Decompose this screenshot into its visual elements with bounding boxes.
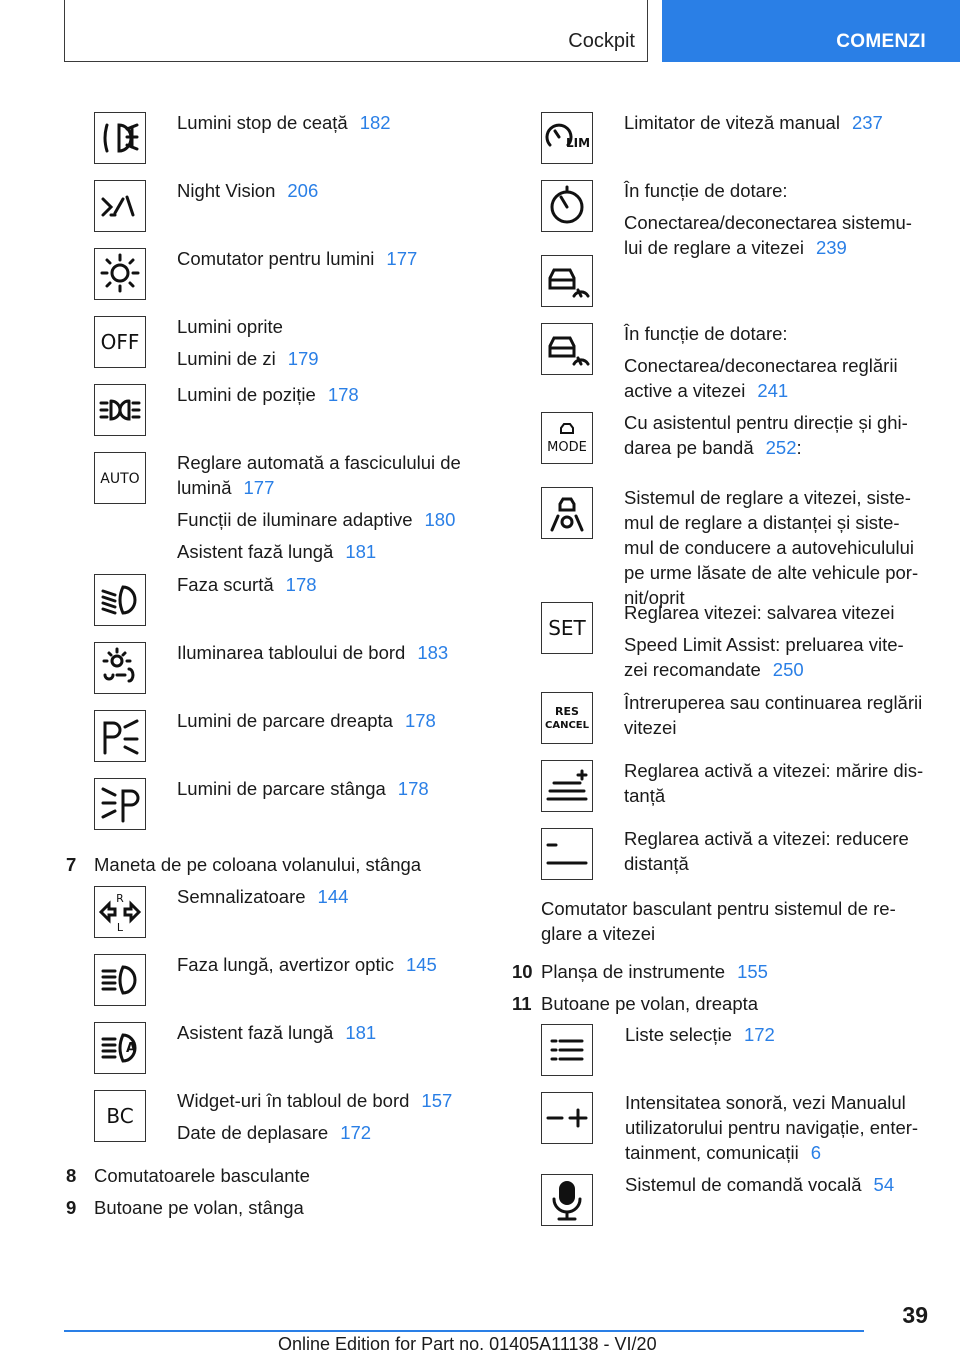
entry-text	[624, 826, 909, 851]
entry-label: Lumini oprite	[177, 316, 283, 337]
svg-text:OFF: OFF	[100, 330, 140, 355]
distance-minus-icon	[541, 828, 593, 880]
entry-text	[624, 510, 900, 535]
svg-text:A: A	[125, 1041, 137, 1056]
distance-plus-icon	[541, 760, 593, 812]
entry-text	[177, 539, 376, 564]
item-label-text: Maneta de pe coloana volanului, stânga	[94, 854, 422, 875]
entry-label: Lumini de poziție	[177, 384, 316, 405]
entry-label: Sistemul de reglare a vitezei, siste-	[624, 487, 911, 508]
volume-icon	[541, 1092, 593, 1144]
item-label-text: Comutatoarele basculante	[94, 1165, 310, 1186]
svg-text:RES: RES	[555, 705, 579, 718]
list-icon	[541, 1024, 593, 1076]
parking-left-icon	[94, 778, 146, 830]
entry-text	[624, 783, 665, 808]
entry-label: lumină	[177, 477, 232, 498]
switch-description: Comutator basculant pentru sistemul de re-	[541, 898, 896, 919]
entry-text	[624, 758, 923, 783]
entry-label: active a vitezei	[624, 380, 746, 401]
entry-text	[177, 110, 391, 135]
entry-label: zei recomandate	[624, 659, 761, 680]
entry-label: lui de reglare a vitezei	[624, 237, 804, 258]
entry-text	[177, 572, 317, 597]
entry-text	[177, 884, 348, 909]
entry-label: În funcție de dotare:	[624, 180, 788, 201]
entry-label: Conectarea/deconectarea sistemu-	[624, 212, 912, 233]
entry-text	[624, 485, 911, 510]
item-label	[541, 959, 768, 984]
svg-text:L: L	[116, 921, 124, 934]
item-label-text: Planșa de instrumente	[541, 961, 726, 982]
entry-text	[177, 507, 455, 532]
entry-label: tanță	[624, 785, 666, 806]
auto-icon	[94, 452, 146, 504]
footer-divider	[64, 1330, 864, 1332]
entry-text	[624, 690, 922, 715]
page-ref-link[interactable]: 237	[851, 112, 883, 133]
entry-text	[624, 235, 847, 260]
entry-label: Semnalizatoare	[177, 886, 306, 907]
page-ref-link[interactable]: 181	[345, 541, 377, 562]
page-ref-link[interactable]: 157	[421, 1090, 453, 1111]
punctuation: :	[796, 437, 802, 458]
fog-light-icon	[94, 112, 146, 164]
header-section-title: Cockpit	[568, 30, 635, 52]
entry-text	[177, 346, 319, 371]
svg-text:BC: BC	[106, 1104, 134, 1129]
entry-label: Faza scurtă	[177, 574, 274, 595]
entry-text	[624, 353, 898, 378]
position-lights-icon	[94, 384, 146, 436]
page-ref-link[interactable]: 172	[340, 1122, 372, 1143]
entry-text	[625, 1022, 775, 1047]
entry-text	[177, 382, 359, 407]
item-label-text: Butoane pe volan, stânga	[94, 1197, 304, 1218]
page-ref-link[interactable]: 181	[345, 1022, 377, 1043]
entry-label: tainment, comunicații	[625, 1142, 799, 1163]
footer-edition: Online Edition for Part no. 01405A11138 - VI/20	[278, 1334, 657, 1354]
stop-go-icon	[541, 487, 593, 539]
entry-label: Reglare automată a fasciculului de	[177, 452, 461, 473]
mode-icon	[541, 412, 593, 464]
entry-label: Limitator de viteză manual	[624, 112, 840, 133]
page-ref-link[interactable]: 241	[757, 380, 789, 401]
entry-text	[624, 378, 788, 403]
entry-text	[624, 321, 788, 346]
entry-label: Lumini stop de ceață	[177, 112, 348, 133]
entry-text	[177, 952, 437, 977]
entry-label: Sistemul de comandă vocală	[625, 1174, 862, 1195]
entry-label: Night Vision	[177, 180, 276, 201]
entry-label: Comutator pentru lumini	[177, 248, 375, 269]
entry-label: Date de deplasare	[177, 1122, 329, 1143]
page-ref-link[interactable]: 178	[327, 384, 359, 405]
header-tab[interactable]	[662, 0, 960, 62]
entry-label: distanță	[624, 853, 689, 874]
entry-label: Asistent fază lungă	[177, 541, 334, 562]
entry-label: vitezei	[624, 717, 677, 738]
item-label	[94, 1163, 310, 1188]
entry-label: În funcție de dotare:	[624, 323, 788, 344]
entry-label: Lumini de parcare dreapta	[177, 710, 393, 731]
item-number: 7	[66, 854, 77, 875]
entry-text	[624, 435, 802, 460]
item-number: 11	[512, 993, 532, 1014]
entry-label: Lumini de parcare stânga	[177, 778, 386, 799]
item-number: 9	[66, 1197, 77, 1218]
page-ref-link[interactable]: 178	[285, 574, 317, 595]
item-label	[94, 1195, 304, 1220]
entry-text	[624, 110, 883, 135]
page-number: 39	[902, 1302, 928, 1328]
entry-text	[177, 776, 429, 801]
set-icon	[541, 602, 593, 654]
res-cancel-icon	[541, 692, 593, 744]
parking-right-icon	[94, 710, 146, 762]
page-ref-link[interactable]: 155	[737, 961, 768, 982]
entry-text	[624, 410, 908, 435]
turn-signal-icon	[94, 886, 146, 938]
entry-text	[177, 475, 274, 500]
entry-text	[177, 1020, 376, 1045]
entry-label: Asistent fază lungă	[177, 1022, 334, 1043]
entry-label: Întreruperea sau continuarea reglării	[624, 692, 923, 713]
entry-label: Lumini de zi	[177, 348, 276, 369]
entry-label: mul de reglare a distanței și siste-	[624, 512, 900, 533]
page-ref-link[interactable]: 145	[405, 954, 437, 975]
item-number: 10	[512, 961, 533, 982]
entry-text	[625, 1090, 906, 1115]
header-tab-label: COMENZI	[836, 31, 926, 52]
entry-text	[177, 1120, 371, 1145]
entry-label: Intensitatea sonoră, vezi Manualul	[625, 1092, 906, 1113]
entry-text	[625, 1140, 821, 1165]
page-ref-link[interactable]: 54	[873, 1174, 895, 1195]
page-ref-link[interactable]: 178	[397, 778, 429, 799]
bc-icon	[94, 1090, 146, 1142]
entry-text	[177, 640, 448, 665]
entry-label: Reglarea activă a vitezei: reducere	[624, 828, 909, 849]
entry-text	[624, 715, 676, 740]
entry-label: nit/oprit	[624, 587, 685, 608]
page-ref-link[interactable]: 250	[772, 659, 804, 680]
entry-label: Iluminarea tabloului de bord	[177, 642, 406, 663]
entry-text	[624, 600, 894, 625]
entry-label: Reglarea activă a vitezei: mărire dis-	[624, 760, 924, 781]
high-beam-icon	[94, 954, 146, 1006]
entry-text	[624, 632, 904, 657]
entry-text	[177, 450, 461, 475]
page-ref-link[interactable]: 180	[424, 509, 456, 530]
page-ref-link[interactable]: 6	[810, 1142, 822, 1163]
entry-label: Conectarea/deconectarea reglării	[624, 355, 898, 376]
svg-text:MODE: MODE	[547, 440, 587, 455]
high-beam-assist-icon	[94, 1022, 146, 1074]
off-icon	[94, 316, 146, 368]
page-ref-link[interactable]: 172	[743, 1024, 775, 1045]
entry-text	[625, 1115, 918, 1140]
item-label	[94, 852, 421, 877]
cruise-control-icon	[541, 180, 593, 232]
microphone-icon	[541, 1174, 593, 1226]
svg-text:SET: SET	[548, 616, 586, 641]
active-cruise-icon	[541, 323, 593, 375]
item-label-text: Butoane pe volan, dreapta	[541, 993, 759, 1014]
page-ref-link[interactable]: 144	[317, 886, 349, 907]
entry-text	[177, 314, 283, 339]
entry-text	[624, 210, 912, 235]
page-ref-link[interactable]: 183	[417, 642, 449, 663]
svg-text:R: R	[116, 892, 124, 905]
switch-description: glare a vitezei	[541, 923, 656, 944]
entry-label: mul de conducere a autovehiculului	[624, 537, 915, 558]
entry-label: utilizatorului pentru navigație, enter-	[625, 1117, 919, 1138]
page-ref-link[interactable]: 177	[243, 477, 275, 498]
entry-text	[624, 657, 804, 682]
cruise-car-icon	[541, 255, 593, 307]
page-ref-link[interactable]: 252	[765, 437, 797, 458]
entry-label: darea pe bandă	[624, 437, 754, 458]
entry-label: Cu asistentul pentru direcție și ghi-	[624, 412, 908, 433]
entry-text	[624, 560, 918, 585]
entry-text	[624, 851, 689, 876]
entry-label: Speed Limit Assist: preluarea vite-	[624, 634, 904, 655]
entry-label: Reglarea vitezei: salvarea vitezei	[624, 602, 895, 623]
entry-text	[177, 246, 417, 271]
header-section-box	[64, 0, 648, 62]
light-switch-icon	[94, 248, 146, 300]
svg-text:CANCEL: CANCEL	[545, 720, 589, 731]
entry-text	[624, 535, 914, 560]
entry-text	[177, 708, 436, 733]
entry-label: Funcții de iluminare adaptive	[177, 509, 413, 530]
entry-text	[624, 178, 788, 203]
entry-label: Faza lungă, avertizor optic	[177, 954, 394, 975]
page-ref-link[interactable]: 178	[404, 710, 436, 731]
entry-label: Liste selecție	[625, 1024, 732, 1045]
entry-text	[177, 1088, 452, 1113]
page-ref-link[interactable]: 179	[287, 348, 319, 369]
entry-label: pe urme lăsate de alte vehicule por-	[624, 562, 919, 583]
svg-text:LIM: LIM	[565, 136, 590, 150]
page-ref-link[interactable]: 177	[386, 248, 418, 269]
dashboard-light-icon	[94, 642, 146, 694]
speed-limiter-icon	[541, 112, 593, 164]
page-ref-link[interactable]: 239	[815, 237, 847, 258]
entry-label: Widget-uri în tabloul de bord	[177, 1090, 410, 1111]
page-ref-link[interactable]: 206	[287, 180, 319, 201]
item-label	[541, 991, 758, 1016]
svg-text:AUTO: AUTO	[100, 471, 140, 488]
item-number: 8	[66, 1165, 77, 1186]
entry-text	[177, 178, 318, 203]
low-beam-icon	[94, 574, 146, 626]
entry-text	[625, 1172, 894, 1197]
night-vision-icon	[94, 180, 146, 232]
page-ref-link[interactable]: 182	[359, 112, 391, 133]
